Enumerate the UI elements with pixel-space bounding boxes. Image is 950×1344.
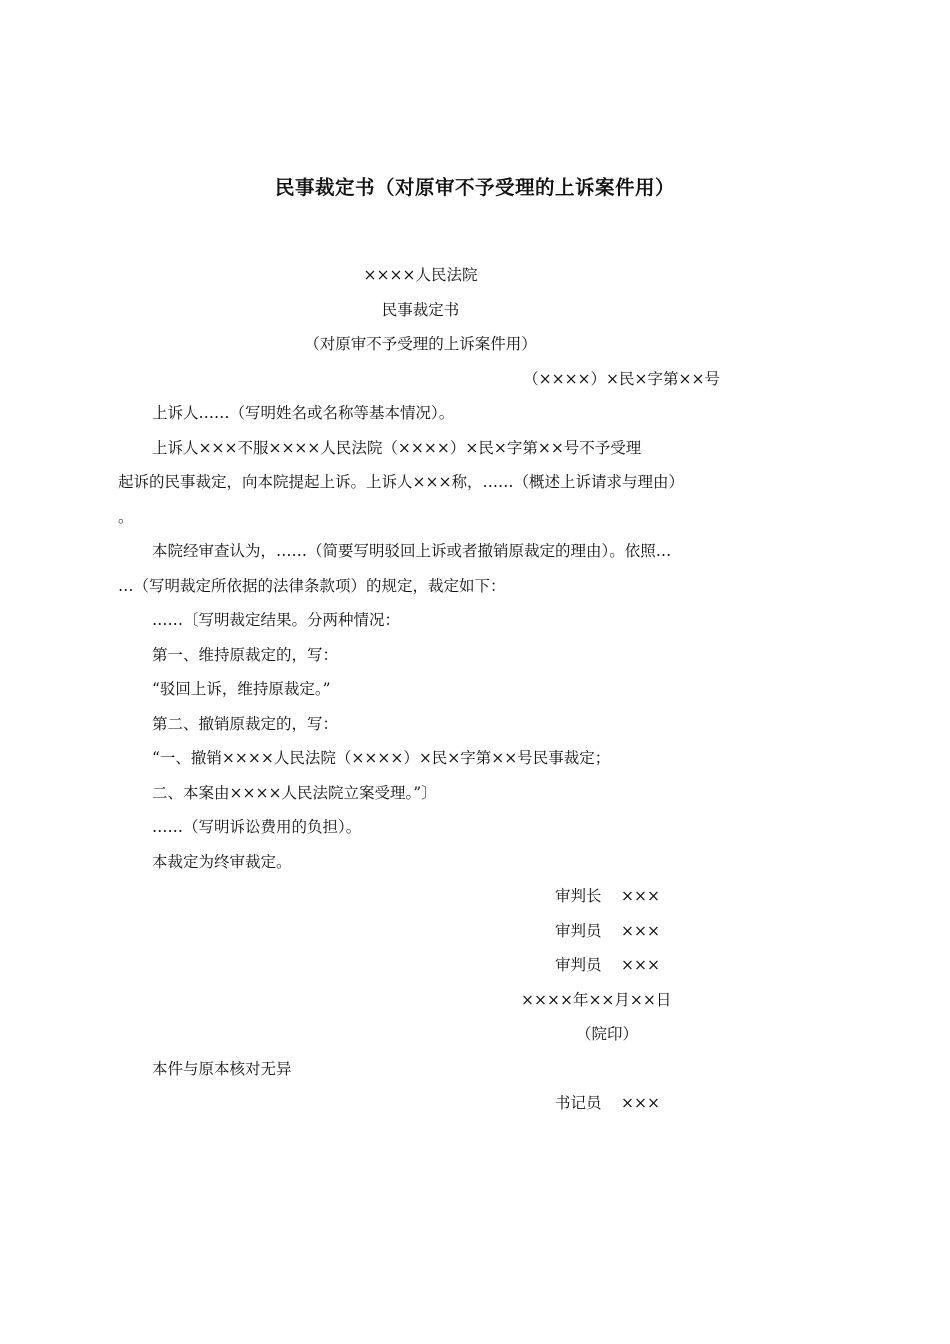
main-title: 民事裁定书（对原审不予受理的上诉案件用） [274, 176, 675, 199]
paragraph-case-one-text: “驳回上诉，维持原裁定。” [152, 680, 331, 698]
paragraph-result: ……〔写明裁定结果。分两种情况： [152, 611, 401, 629]
signature-presiding-judge [555, 886, 660, 906]
signature-role: 审判长 [555, 887, 602, 905]
case-number: （××××）×民×字第××号 [523, 370, 720, 388]
paragraph-appeal-line1: 上诉人×××不服××××人民法院（××××）×民×字第××号不予受理 [152, 439, 642, 457]
court-seal: （院印） [576, 1025, 639, 1043]
paragraph-appeal-line2: 起诉的民事裁定，向本院提起上诉。上诉人×××称，……（概述上诉请求与理由） [118, 473, 684, 491]
signature-judge-2 [555, 955, 660, 975]
signature-judge-1 [555, 921, 660, 941]
signature-name: ××× [621, 956, 660, 974]
paragraph-review-line2: …（写明裁定所依据的法律条款项）的规定，裁定如下： [118, 577, 506, 595]
subtitle: （对原审不予受理的上诉案件用） [304, 335, 537, 353]
doc-type: 民事裁定书 [381, 301, 460, 319]
paragraph-case-two-text2: 二、本案由××××人民法院立案受理。”〕 [152, 784, 437, 802]
signature-role: 书记员 [555, 1094, 602, 1112]
paragraph-costs: ……（写明诉讼费用的负担）。 [152, 818, 362, 836]
signature-name: ××× [621, 922, 660, 940]
paragraph-review-line1: 本院经审查认为，……（简要写明驳回上诉或者撤销原裁定的理由）。依照… [152, 542, 672, 560]
paragraph-appeal-line3: 。 [118, 508, 134, 526]
paragraph-final: 本裁定为终审裁定。 [152, 853, 292, 871]
verification-note: 本件与原本核对无异 [152, 1060, 292, 1078]
signature-name: ××× [621, 1094, 660, 1112]
paragraph-case-two-text1: “一、撤销××××人民法院（××××）×民×字第××号民事裁定； [152, 749, 611, 767]
paragraph-appellant: 上诉人……（写明姓名或名称等基本情况）。 [152, 404, 455, 422]
signature-role: 审判员 [555, 922, 602, 940]
paragraph-case-two: 第二、撤销原裁定的，写： [152, 715, 339, 733]
signature-name: ××× [621, 887, 660, 905]
signature-clerk [555, 1093, 660, 1113]
signature-role: 审判员 [555, 956, 602, 974]
document-date: ××××年××月××日 [521, 991, 672, 1009]
paragraph-case-one: 第一、维持原裁定的，写： [152, 646, 339, 664]
court-name: ××××人民法院 [363, 266, 478, 284]
